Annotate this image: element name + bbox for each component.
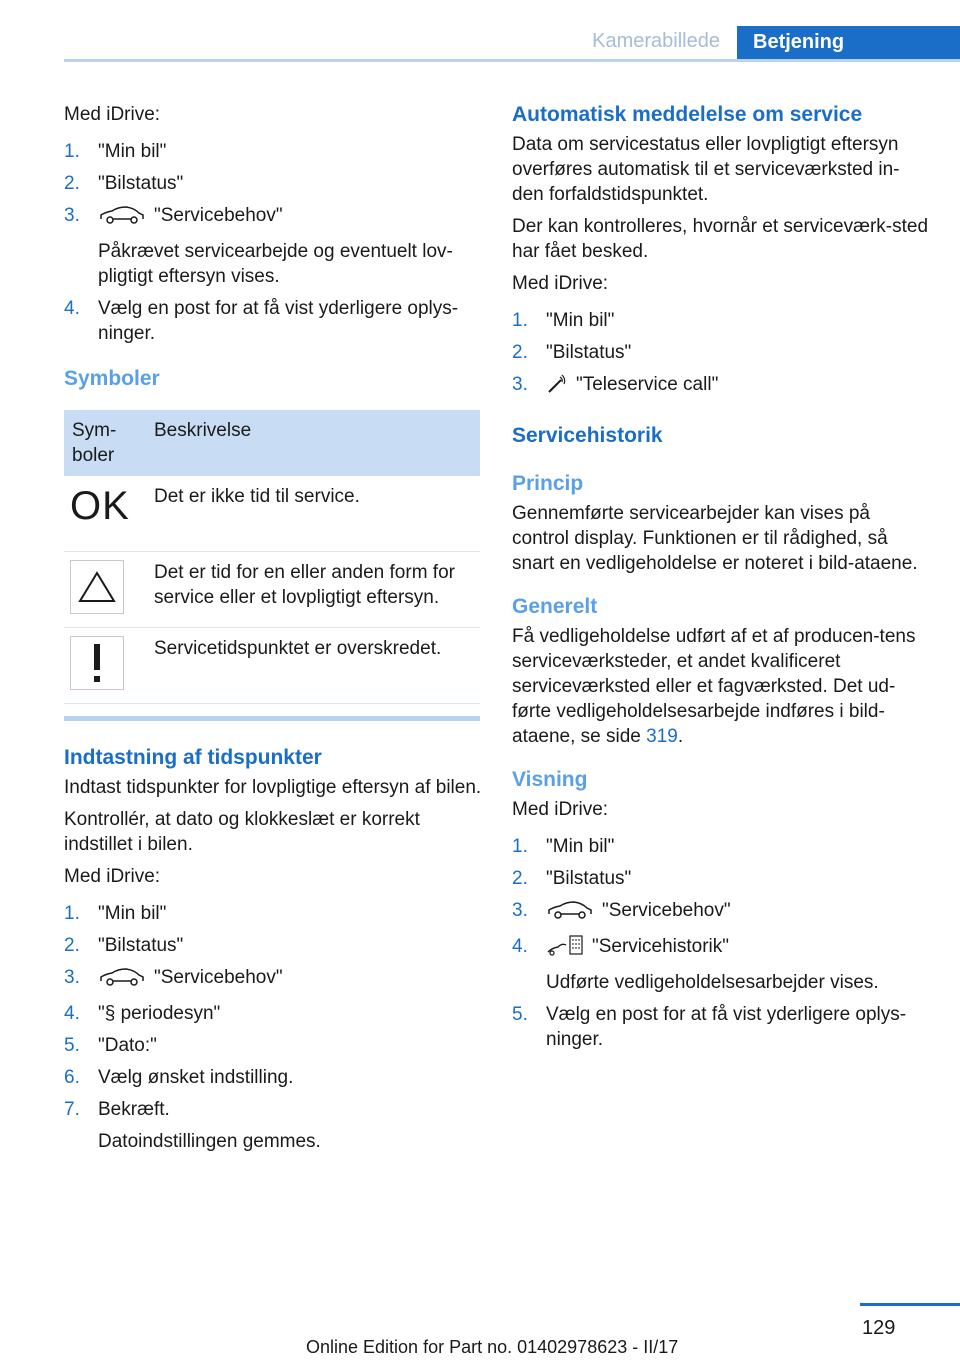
- left-column: [64, 102, 482, 1161]
- list-item: [512, 372, 930, 401]
- col-header-symbols: Sym-boler: [64, 410, 146, 476]
- table-end-rule: [64, 716, 480, 721]
- footer-rule: [860, 1303, 960, 1306]
- list-item: [64, 1065, 482, 1090]
- list-item: [512, 898, 930, 927]
- step-number: 3.: [512, 374, 528, 395]
- header-section-label: Kamerabillede: [592, 30, 720, 52]
- step-text: "Min bil": [98, 903, 167, 924]
- step-text: "Min bil": [546, 836, 615, 857]
- step-text: "Dato:": [98, 1035, 157, 1056]
- status-steps-list: [64, 139, 482, 346]
- symbol-description: Servicetidspunktet er overskredet.: [146, 628, 480, 704]
- step-number: 3.: [64, 967, 80, 988]
- date-steps-list: [64, 901, 482, 1154]
- paragraph: Data om servicestatus eller lovpligtigt eftersyn overføres automatisk til et serviceværksted in-den forfaldstidspunktet.: [512, 134, 900, 205]
- step-text: "Servicebehov": [602, 900, 731, 921]
- list-item: [512, 340, 930, 365]
- step-number: 2.: [512, 342, 528, 363]
- step-number: 5.: [64, 1035, 80, 1056]
- step-text: Vælg en post for at få vist yderligere oplys-ninger.: [546, 1004, 907, 1050]
- step-number: 5.: [512, 1004, 528, 1025]
- list-item: [512, 866, 930, 891]
- list-item: [64, 901, 482, 926]
- warning-triangle-icon: [70, 560, 124, 614]
- step-text: "Bilstatus": [546, 342, 632, 363]
- paragraph-end: .: [677, 726, 684, 747]
- list-item: [512, 834, 930, 859]
- list-item: [64, 1033, 482, 1058]
- step-text: Bekræft.: [98, 1099, 170, 1120]
- step-number: 2.: [512, 868, 528, 889]
- step-number: 4.: [64, 1003, 80, 1024]
- paragraph: Indtast tidspunkter for lovpligtige eftersyn af bilen.: [64, 777, 482, 798]
- list-item: [64, 296, 482, 346]
- wrench-signal-icon: [546, 374, 568, 401]
- exclamation-icon: [70, 636, 124, 690]
- list-item: [64, 171, 482, 196]
- car-service-icon: [98, 967, 146, 994]
- list-item: [512, 1002, 930, 1052]
- col-header-description: Beskrivelse: [146, 410, 480, 476]
- section-heading-history: Servicehistorik: [512, 424, 663, 447]
- step-number: 1.: [512, 310, 528, 331]
- step-result: Udførte vedligeholdelsesarbejder vises.: [546, 972, 879, 993]
- history-steps-list: [512, 834, 930, 1052]
- list-item: [64, 1097, 482, 1154]
- list-item: [64, 933, 482, 958]
- step-number: 2.: [64, 173, 80, 194]
- subheading-generelt: Generelt: [512, 595, 598, 618]
- step-text: "Bilstatus": [546, 868, 632, 889]
- step-number: 2.: [64, 935, 80, 956]
- list-item: [512, 308, 930, 333]
- step-text: "Bilstatus": [98, 173, 184, 194]
- table-row: [64, 628, 480, 704]
- page-header: [0, 0, 960, 64]
- step-result: Påkrævet servicearbejde og eventuelt lov-pligtigt eftersyn vises.: [98, 241, 453, 287]
- step-number: 1.: [64, 903, 80, 924]
- ok-icon: OK: [70, 484, 130, 528]
- paragraph: Der kan kontrolleres, hvornår et serviceværk-sted har fået besked.: [512, 216, 929, 262]
- list-item: [512, 934, 930, 995]
- step-text: "Teleservice call": [576, 374, 719, 395]
- paragraph: Med iDrive:: [512, 799, 609, 820]
- section-heading-input: Indtastning af tidspunkter: [64, 746, 322, 769]
- header-rule: [64, 59, 960, 62]
- section-heading-auto-service: Automatisk meddelelse om service: [512, 103, 863, 126]
- step-text: "§ periodesyn": [98, 1003, 221, 1024]
- step-text: "Servicebehov": [154, 967, 283, 988]
- step-text: "Bilstatus": [98, 935, 184, 956]
- subheading-visning: Visning: [512, 768, 588, 791]
- step-number: 4.: [64, 298, 80, 319]
- step-number: 1.: [64, 141, 80, 162]
- car-service-icon: [98, 205, 146, 232]
- symbol-description: Det er tid for en eller anden form for service eller et lovpligtigt eftersyn.: [146, 552, 480, 628]
- step-text: "Min bil": [98, 141, 167, 162]
- paragraph: Gennemførte servicearbejder kan vises på control display. Funktionen er til rådighed, så snart en vedligeholdelse er noteret i bild-ataene.: [512, 503, 918, 574]
- paragraph: Kontrollér, at dato og klokkeslæt er korrekt indstillet i bilen.: [64, 809, 420, 855]
- step-text: Vælg ønsket indstilling.: [98, 1067, 294, 1088]
- symbol-description: Det er ikke tid til service.: [146, 476, 480, 552]
- subheading-princip: Princip: [512, 472, 584, 495]
- step-number: 7.: [64, 1099, 80, 1120]
- paragraph: [512, 624, 930, 749]
- step-text: "Servicebehov": [154, 205, 283, 226]
- intro-text: Med iDrive:: [64, 104, 161, 125]
- paragraph: Med iDrive:: [512, 273, 609, 294]
- list-item: [64, 965, 482, 994]
- step-text: "Servicehistorik": [592, 936, 730, 957]
- car-service-icon: [546, 900, 594, 927]
- step-number: 3.: [64, 205, 80, 226]
- table-row: [64, 552, 480, 628]
- page-reference-link[interactable]: 319: [646, 726, 678, 747]
- teleservice-steps-list: [512, 308, 930, 401]
- header-chapter-tab: Betjening: [737, 26, 960, 62]
- step-number: 4.: [512, 936, 528, 957]
- symbols-heading: Symboler: [64, 367, 160, 390]
- list-item: [64, 139, 482, 164]
- table-header-row: [64, 410, 480, 476]
- step-number: 6.: [64, 1067, 80, 1088]
- table-row: [64, 476, 480, 552]
- step-number: 1.: [512, 836, 528, 857]
- paragraph-text: Få vedligeholdelse udført af et af producen-tens serviceværksteder, et andet kvalificeret serviceværksted eller et fagværksted. Det ud-førte vedligeholdelsesarbejde indføres i bild-ataene, se side: [512, 626, 916, 747]
- paragraph: Med iDrive:: [64, 866, 161, 887]
- service-history-icon: [546, 934, 584, 963]
- symbols-table: [64, 410, 480, 704]
- edition-footer: Online Edition for Part no. 01402978623 - II/17: [306, 1337, 679, 1357]
- step-result: Datoindstillingen gemmes.: [98, 1131, 321, 1152]
- list-item: [64, 203, 482, 289]
- page-number: 129: [862, 1317, 896, 1339]
- step-text: "Min bil": [546, 310, 615, 331]
- step-number: 3.: [512, 900, 528, 921]
- step-text: Vælg en post for at få vist yderligere oplys-ninger.: [98, 298, 459, 344]
- list-item: [64, 1001, 482, 1026]
- right-column: [512, 102, 930, 1059]
